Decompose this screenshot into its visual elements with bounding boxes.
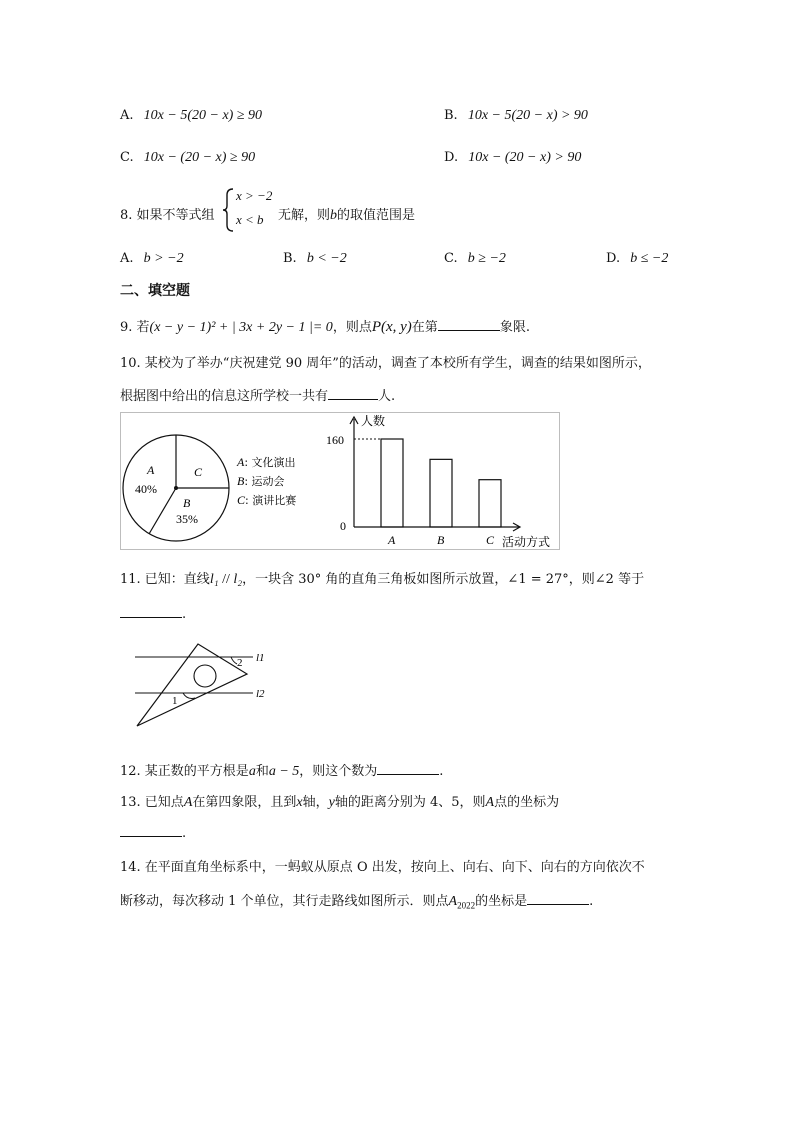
- brace-icon: [222, 187, 236, 233]
- answer-blank[interactable]: [120, 822, 182, 837]
- question-text: ，则点: [332, 320, 372, 335]
- q8-tail: [278, 204, 415, 224]
- q7-option-d: [444, 150, 581, 166]
- q8-option-c: [444, 251, 506, 267]
- q14-line-1: 14. 在平面直角坐标系中，一蚂蚁从原点 O 出发，按向上、向右、向下、向右的方向依次不: [120, 860, 645, 875]
- parallel-symbol: //: [218, 572, 234, 587]
- option-expression: b > −2: [143, 251, 184, 266]
- bar-chart: [326, 413, 550, 549]
- pie-chart: [123, 435, 229, 541]
- question-text: 9. 若: [120, 320, 150, 335]
- question-text: 的取值范围是: [337, 208, 416, 223]
- question-text: 轴的距离分别为 4、5，则: [334, 795, 486, 810]
- question-text: 的坐标是: [475, 894, 528, 909]
- answer-blank[interactable]: [328, 385, 378, 400]
- point-label: A: [448, 894, 458, 909]
- bar-b: [430, 459, 452, 527]
- option-expression: b ≥ −2: [467, 251, 506, 266]
- question-text: 11. 已知：直线: [120, 572, 210, 587]
- q10-figure: [121, 413, 559, 549]
- question-text: 点的坐标为: [494, 795, 560, 810]
- x-tick-label-c: C: [486, 533, 495, 547]
- option-label: A.: [120, 251, 134, 266]
- question-text: 根据图中给出的信息这所学校一共有: [120, 389, 329, 404]
- x-tick-label-a: A: [388, 533, 396, 547]
- legend-item-b: [237, 474, 285, 488]
- question-text: 12. 某正数的平方根是: [120, 764, 249, 779]
- pie-label-c: C: [194, 465, 203, 479]
- legend-item-c: [237, 493, 296, 507]
- question-text: 断移动，每次移动 1 个单位，其行走路线如图所示．则点: [120, 894, 449, 909]
- q11: [120, 568, 644, 588]
- line-label-l2: l2: [256, 688, 265, 700]
- q7-option-b: [444, 108, 588, 124]
- pie-center: [174, 486, 178, 490]
- x-axis-label: 活动方式: [502, 535, 551, 549]
- legend-key: A: [237, 455, 245, 469]
- q8-option-d: [606, 251, 668, 267]
- point-label: A: [183, 795, 193, 810]
- option-expression: b ≤ −2: [630, 251, 669, 266]
- legend-key: C: [237, 493, 246, 507]
- option-expression: 10x − (20 − x) > 90: [468, 150, 582, 165]
- variable: b: [330, 208, 338, 223]
- q8-prompt: [120, 204, 215, 223]
- inequality-line-1: x > −2: [236, 188, 273, 203]
- q8-option-a: [120, 251, 184, 267]
- q7-option-a: [120, 108, 262, 124]
- question-text: .: [439, 764, 444, 779]
- q10-line-1: 10. 某校为了举办“庆祝建党 90 周年”的活动，调查了本校所有学生，调查的结果如图所示，: [120, 356, 651, 371]
- variable: a: [248, 764, 256, 779]
- legend-text: : 运动会: [244, 475, 285, 488]
- pie-label-b: B: [183, 496, 191, 510]
- question-text: 13. 已知点: [120, 795, 184, 810]
- q8-option-b: [283, 251, 347, 267]
- line-label: l₁: [209, 572, 219, 587]
- y-axis-label: 人数: [361, 414, 386, 428]
- option-label: D.: [606, 251, 621, 266]
- tick-label-0: 0: [340, 519, 346, 533]
- q13-answer-line: [120, 822, 186, 841]
- option-label: C.: [120, 150, 134, 165]
- answer-blank[interactable]: [438, 316, 500, 331]
- legend-text: : 文化演出: [244, 456, 296, 469]
- pie-legend: [236, 455, 296, 507]
- question-number: 8.: [120, 208, 133, 223]
- answer-blank[interactable]: [120, 603, 182, 618]
- question-text: .: [182, 826, 187, 841]
- legend-key: B: [237, 474, 245, 488]
- point-label: P(x, y): [371, 319, 412, 335]
- question-text: 无解，则: [278, 208, 331, 223]
- variable: x: [296, 795, 303, 810]
- option-label: D.: [444, 150, 459, 165]
- legend-text: : 演讲比赛: [245, 494, 297, 507]
- pie-pct-a: 40%: [135, 482, 157, 496]
- question-text: ，则这个数为: [299, 764, 378, 779]
- option-expression: 10x − 5(20 − x) > 90: [467, 108, 588, 123]
- option-label: B.: [444, 108, 458, 123]
- q12: [120, 760, 443, 780]
- line-label-l1: l1: [256, 652, 265, 664]
- question-text: .: [182, 607, 187, 622]
- legend-item-a: [236, 455, 296, 469]
- question-text: 象限.: [499, 320, 530, 335]
- inequality-system: [222, 187, 278, 233]
- q10-figure-frame: [120, 412, 560, 550]
- option-label: C.: [444, 251, 458, 266]
- x-tick-label-b: B: [437, 533, 445, 547]
- option-expression: 10x − (20 − x) ≥ 90: [143, 150, 256, 165]
- variable: y: [328, 795, 335, 810]
- tick-label-160: 160: [326, 433, 344, 447]
- equation: (x − y − 1)² + | 3x + 2y − 1 |= 0: [149, 320, 333, 335]
- line-label: l₂: [233, 572, 243, 587]
- q10-line-2: [120, 385, 395, 404]
- bar-a: [381, 439, 403, 527]
- point-label: A: [485, 795, 495, 810]
- q14-line-2: [120, 890, 593, 911]
- angle-1-arc: [183, 693, 195, 698]
- q11-answer-line: [120, 603, 186, 622]
- bar-c: [479, 480, 501, 527]
- pie-pct-b: 35%: [176, 512, 198, 526]
- question-text: 轴，: [302, 795, 329, 810]
- q9: [120, 316, 530, 336]
- question-text: 在第: [411, 320, 438, 335]
- q11-figure: [125, 636, 275, 736]
- angle-1-label: 1: [172, 695, 178, 707]
- angle-2-label: 2: [237, 657, 243, 669]
- question-text: 在第四象限，且到: [192, 795, 297, 810]
- question-text: .: [589, 894, 594, 909]
- answer-blank[interactable]: [377, 760, 439, 775]
- option-expression: b < −2: [306, 251, 347, 266]
- question-text: ，一块含 30° 角的直角三角板如图所示放置，∠1 = 27°，则∠2 等于: [242, 572, 645, 587]
- ruler-hole: [194, 665, 216, 687]
- q7-option-c: [120, 150, 255, 166]
- pie-label-a: A: [147, 463, 155, 477]
- option-expression: 10x − 5(20 − x) ≥ 90: [143, 108, 263, 123]
- question-text: 人.: [378, 389, 396, 404]
- question-text: 如果不等式组: [136, 208, 215, 223]
- section-heading: 二、填空题: [120, 283, 190, 299]
- inequality-line-2: x < b: [236, 212, 264, 227]
- option-label: A.: [120, 108, 134, 123]
- triangle-ruler: [137, 644, 247, 726]
- question-text: 和: [255, 764, 269, 779]
- point-subscript: 2022: [457, 900, 476, 911]
- option-label: B.: [283, 251, 297, 266]
- expression: a − 5: [268, 764, 300, 779]
- answer-blank[interactable]: [527, 890, 589, 905]
- q13: [120, 791, 559, 811]
